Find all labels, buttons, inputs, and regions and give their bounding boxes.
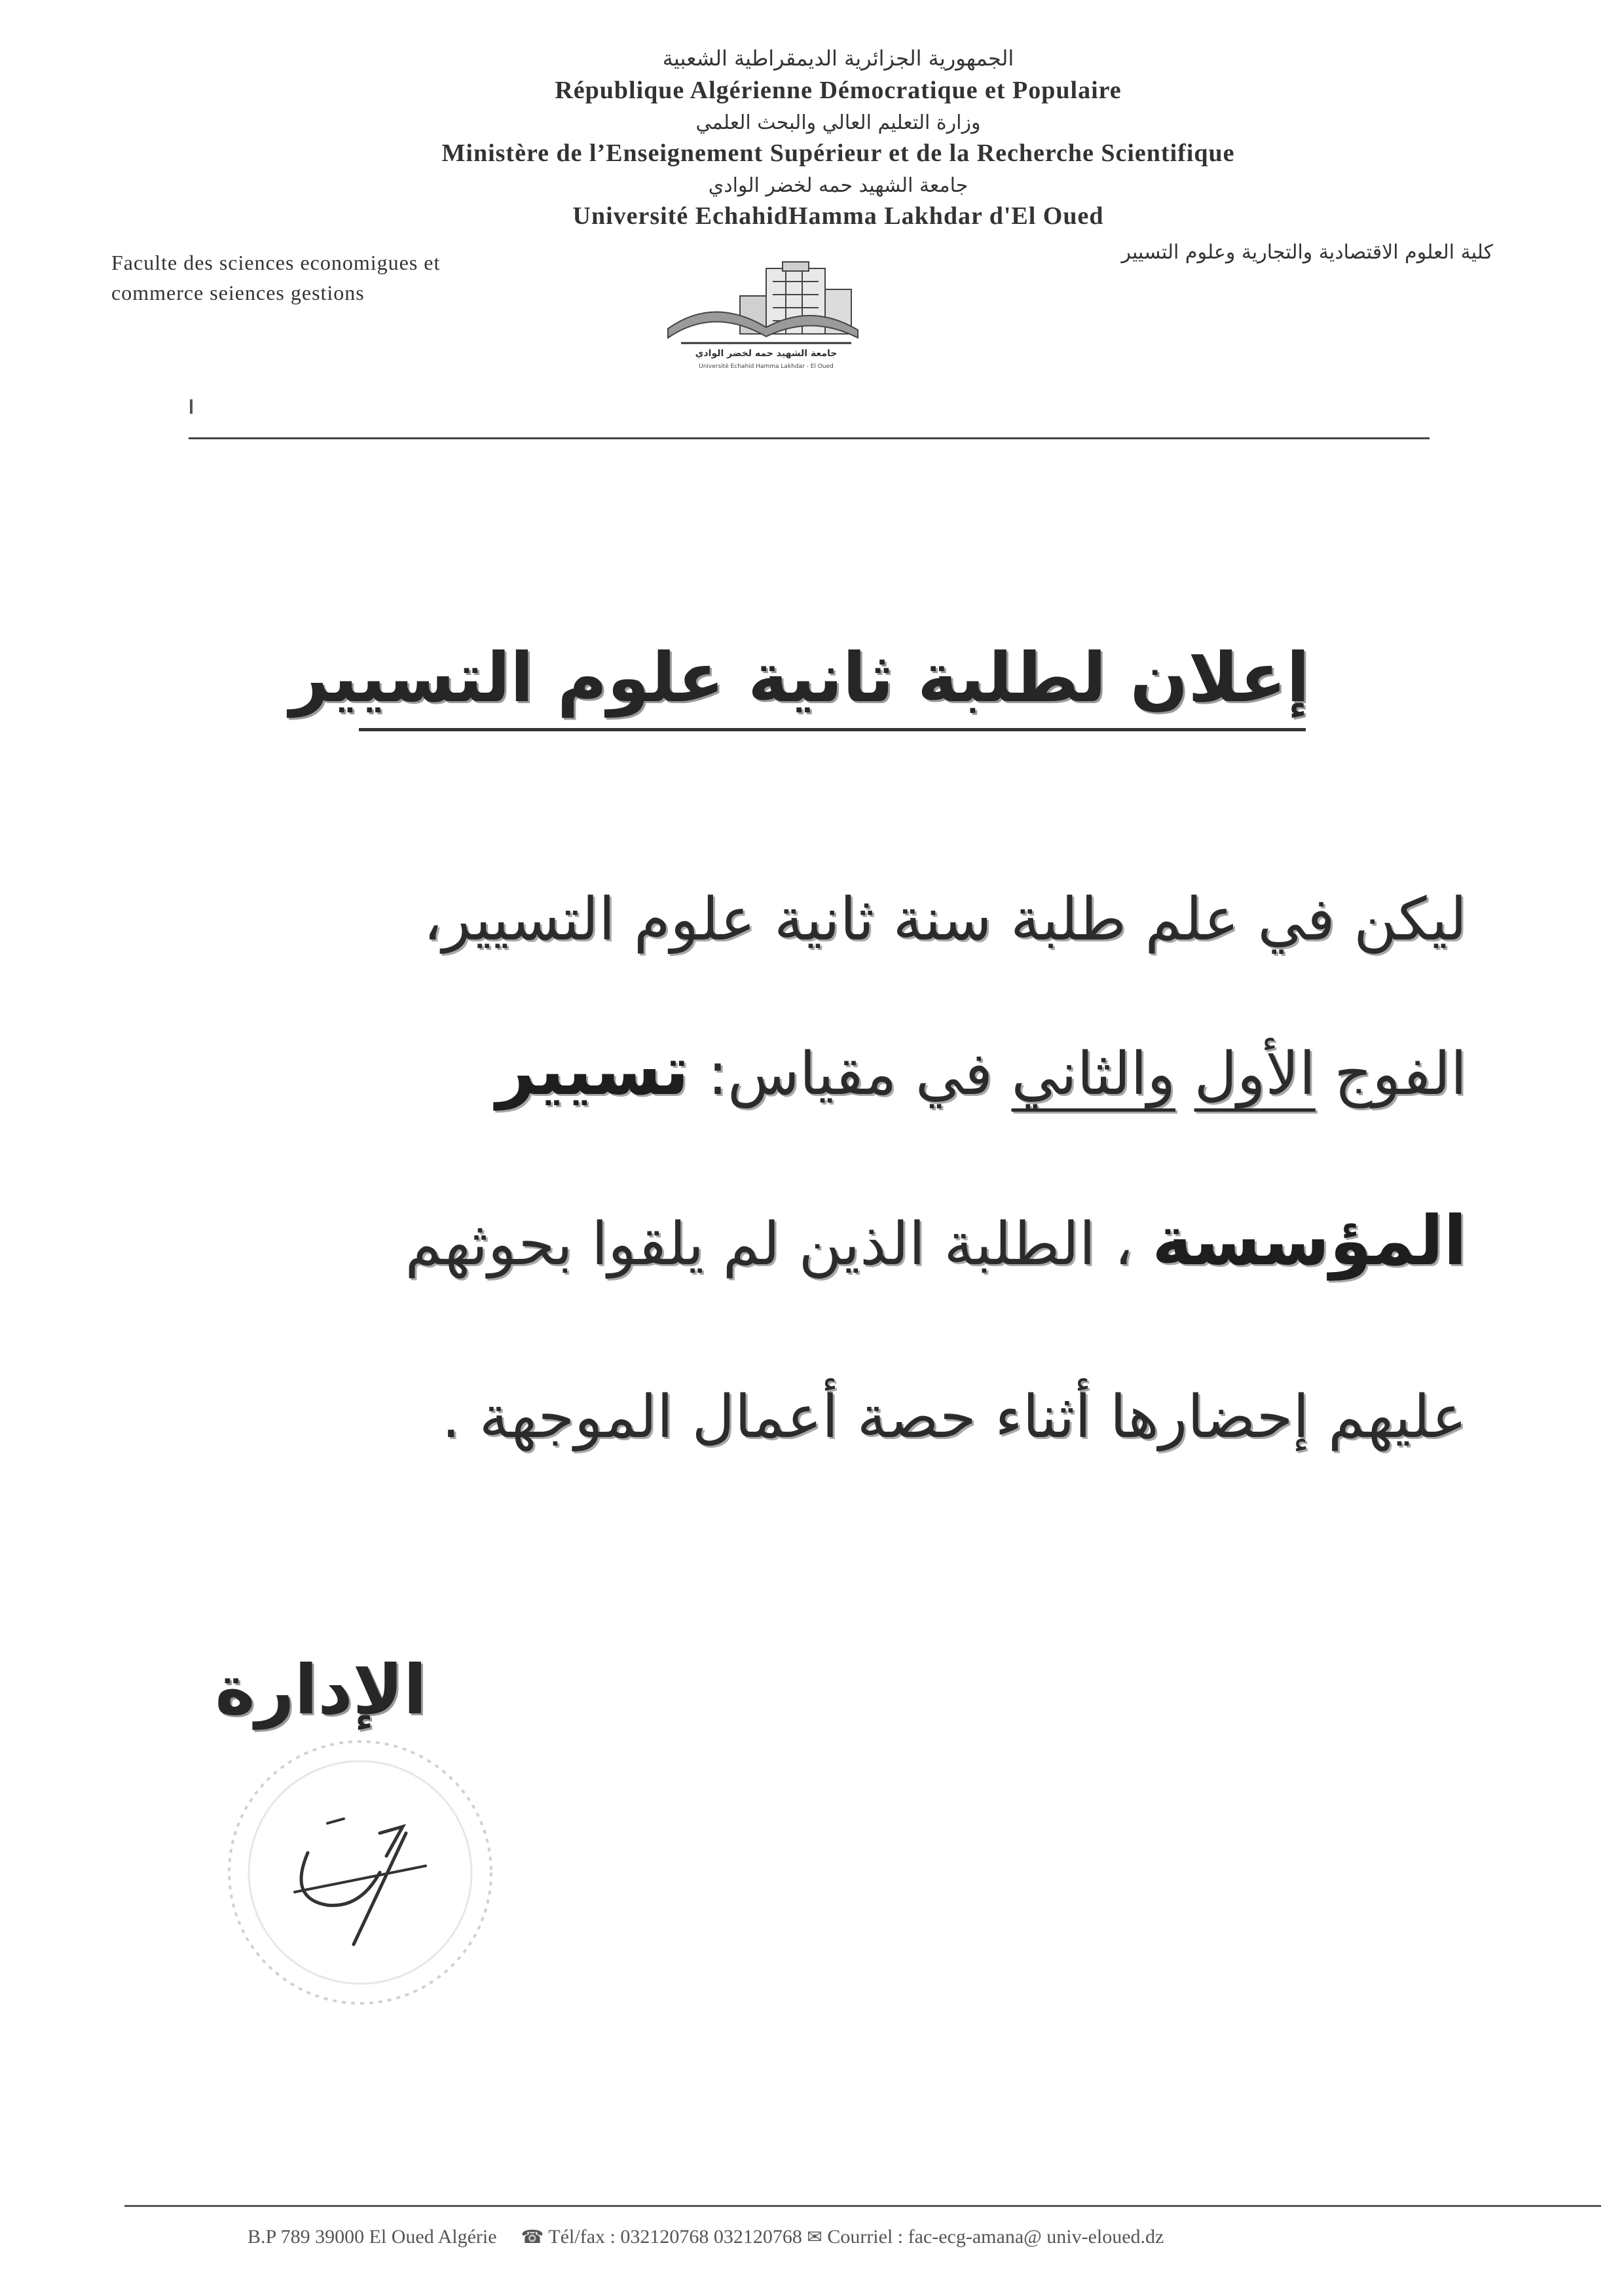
footer-divider xyxy=(124,2205,1601,2207)
body-line-1: ليكن في علم طلبة سنة ثانية علوم التسيير، xyxy=(423,885,1467,954)
ministry-french: Ministère de l’Enseignement Supérieur et de la Recherche Scientifique xyxy=(441,139,1235,167)
announcement-title: إعلان لطلبة ثانية علوم التسيير xyxy=(289,638,1310,718)
module-name-part2: المؤسسة xyxy=(1152,1201,1467,1281)
body-line-4: عليهم إحضارها أثناء حصة أعمال الموجهة . xyxy=(441,1383,1467,1451)
group-second: والثاني xyxy=(1011,1040,1176,1108)
body-line-3 xyxy=(157,1192,1467,1294)
faculty-french xyxy=(111,247,570,308)
body-line-2 xyxy=(157,1021,1467,1123)
header-divider xyxy=(189,437,1430,439)
republic-french: République Algérienne Démocratique et Populaire xyxy=(555,77,1122,104)
administration-signature-label: الإدارة xyxy=(215,1650,427,1730)
faculty-french-line2: commerce seiences gestions xyxy=(111,281,365,304)
footer-email: Courriel : fac-ecg-amana@ univ-eloued.dz xyxy=(827,2226,1164,2248)
ministry-arabic: وزارة التعليم العالي والبحث العلمي xyxy=(695,111,981,134)
email-icon: ✉ xyxy=(807,2226,822,2248)
handwritten-signature xyxy=(282,1794,439,1951)
phone-icon: ☎ xyxy=(521,2226,544,2248)
logo-caption-french: Université Echahid Hamma Lakhdar - El Oued xyxy=(699,363,834,370)
body-line-2-group: الفوج xyxy=(1315,1040,1467,1108)
logo-caption-arabic: جامعة الشهيد حمه لخضر الوادي xyxy=(695,348,838,359)
scan-mark xyxy=(190,399,193,414)
group-first: الأول xyxy=(1194,1040,1316,1108)
module-label: في مقياس: xyxy=(689,1040,1012,1108)
footer-address: B.P 789 39000 El Oued Algérie xyxy=(248,2226,497,2248)
university-logo xyxy=(661,257,871,374)
body-space xyxy=(1175,1040,1194,1108)
republic-arabic: الجمهورية الجزائرية الديمقراطية الشعبية xyxy=(662,46,1014,71)
title-underline xyxy=(359,728,1306,731)
footer-phone: Tél/fax : 032120768 032120768 xyxy=(548,2226,802,2248)
university-arabic: جامعة الشهيد حمه لخضر الوادي xyxy=(708,174,969,197)
module-name-part1: تسيير xyxy=(496,1030,690,1110)
faculty-french-line1: Faculte des sciences economigues et xyxy=(111,251,441,274)
students-clause: ، الطلبة الذين لم يلقوا بحوثهم xyxy=(405,1210,1153,1279)
faculty-arabic: كلية العلوم الاقتصادية والتجارية وعلوم التسيير xyxy=(1121,241,1493,264)
university-french: Université EchahidHamma Lakhdar d'El Oued xyxy=(572,202,1104,230)
footer-contact xyxy=(248,2226,1492,2252)
